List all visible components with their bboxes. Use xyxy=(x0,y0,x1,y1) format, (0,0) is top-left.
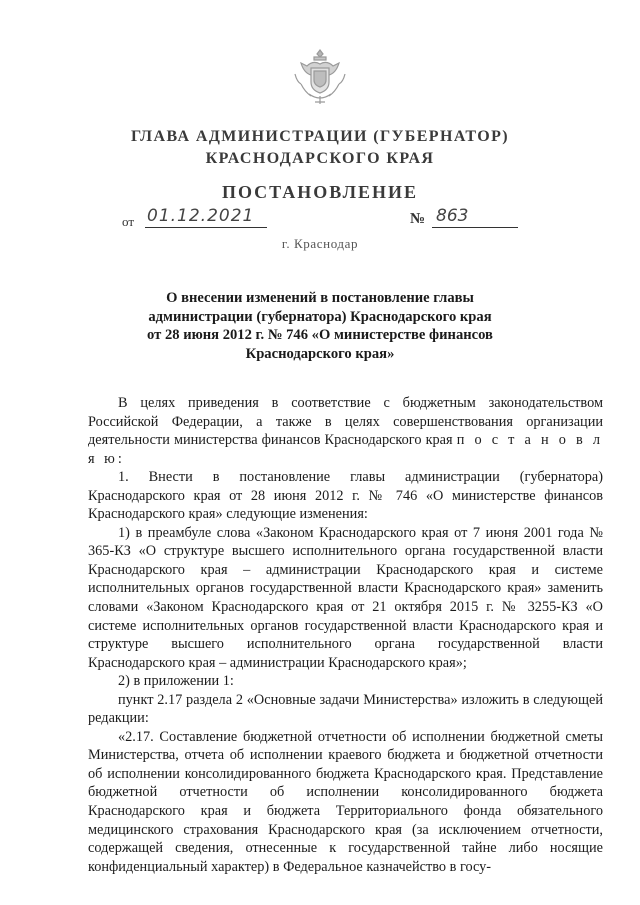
paragraph-item-1: 1. Внести в постановление главы администрации (губернатора) Краснодарского края от 28 июня 2012 г. № 746 «О министерстве финансов Краснодарского края» следующие изменения: xyxy=(88,469,603,523)
decree-body xyxy=(88,394,603,876)
handwritten-number: 863 xyxy=(432,205,518,228)
coat-of-arms-icon xyxy=(287,44,353,110)
city-label: г. Краснодар xyxy=(281,236,359,251)
issuer-title-line2: КРАСНОДАРСКОГО КРАЯ xyxy=(205,150,435,167)
title-line: О внесении изменений в постановление главы xyxy=(166,290,474,306)
number-label: № xyxy=(410,211,426,227)
preamble-text: В целях приведения в соответствие с бюджетным законодательством Российской Федерации, а также в целях совершенствования организации деятельности министерства финансов Краснодарского края xyxy=(88,395,603,449)
date-label: от xyxy=(122,214,135,229)
paragraph-subitem-1: 1) в преамбуле слова «Законом Краснодарского края от 7 июня 2001 года № 365-КЗ «О структуре высшего исполнительного органа государственной власти Краснодарского края – администрации Краснодарского края и системе исполнительных органов государственной власти Краснодарского края» заменить словами «Законом Краснодарского края от 21 октября 2015 г. № 3255-КЗ «О системе исполнительных органов государственной власти Краснодарского края и структуре высшего исполнительного органа государственной власти Краснодарского края – администрации Краснодарского края»; xyxy=(88,524,603,671)
title-line: Краснодарского края» xyxy=(245,345,395,362)
paragraph-quote: «2.17. Составление бюджетной отчетности об исполнении бюджетной сметы Министерства, отчета об исполнении краевого бюджета и бюджетной отчетности об исполнении консолидированного бюджета Краснодарского края. Представление бюджетной отчетности об исполнении консолидированного бюджета Краснодарского края и бюджета Территориального фонда обязательного медицинского страхования Краснодарского края (за исключением отчетности, содержащей сведения, отнесенные к государственной тайне либо носящие конфиденциальный характер) в Федеральное казначейство в госу- xyxy=(88,728,603,875)
decree-title xyxy=(120,289,520,363)
decree-verb: п о с т а н о в л я ю: xyxy=(88,432,603,467)
paragraph-point: пункт 2.17 раздела 2 «Основные задачи Министерства» изложить в следующей редакции: xyxy=(88,691,603,727)
paragraph-preamble xyxy=(88,394,603,468)
handwritten-date: 01.12.2021 xyxy=(145,205,267,228)
title-line: администрации (губернатора) Краснодарского края xyxy=(148,308,492,325)
issuer-title-line1: ГЛАВА АДМИНИСТРАЦИИ (ГУБЕРНАТОР) xyxy=(131,128,509,145)
title-line: от 28 июня 2012 г. № 746 «О министерстве финансов xyxy=(147,327,493,344)
paragraph-subitem-2: 2) в приложении 1: xyxy=(118,673,234,690)
document-type: ПОСТАНОВЛЕНИЕ xyxy=(221,182,419,202)
